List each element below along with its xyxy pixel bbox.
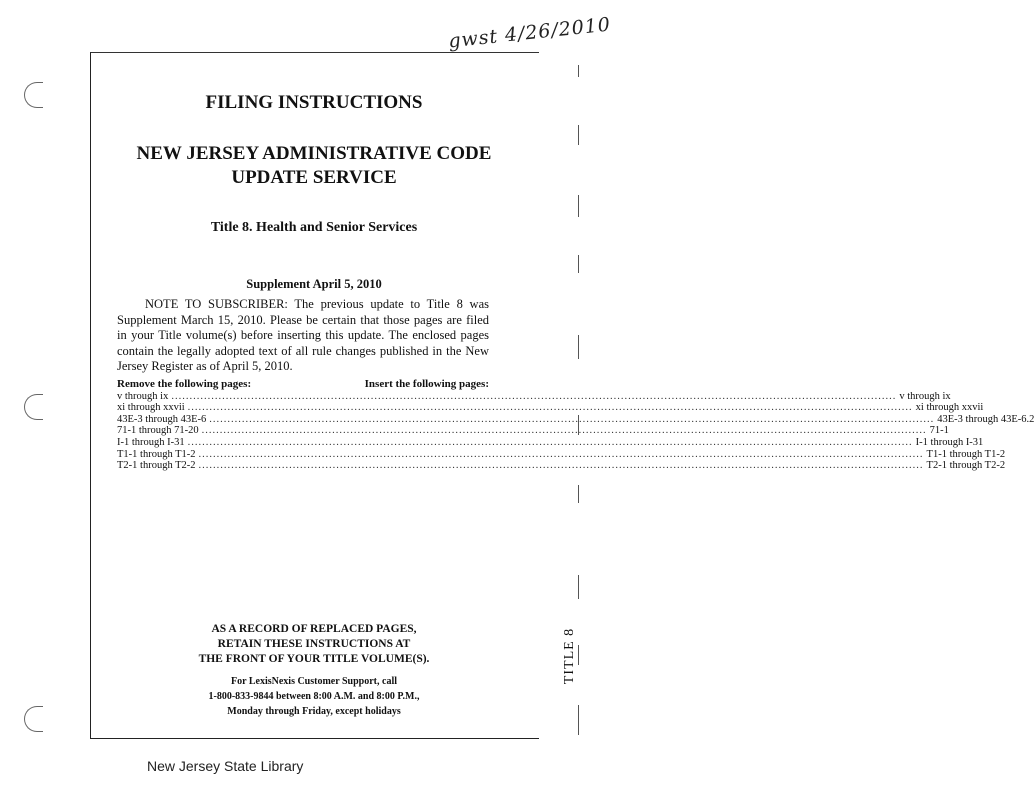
table-row [117,436,984,449]
dot-leader: ........................................................................................................................................................................................................ [171,390,897,402]
table-header [117,379,489,391]
insert-pages: v through ix [899,390,951,402]
code-title-line2: UPDATE SERVICE [231,167,397,188]
supplement-date: Supplement April 5, 2010 [246,277,382,291]
remove-pages: v through ix [117,390,169,402]
library-stamp: New Jersey State Library [147,758,304,774]
insert-pages: xi through xxvii [915,402,984,414]
remove-pages: I-1 through I-31 [117,436,185,448]
binder-hole-bottom [24,706,43,732]
table-rows [117,390,1034,472]
subtitle: Title 8. Health and Senior Services [210,220,418,235]
table-row [117,460,1006,472]
table-row [117,425,949,437]
record-line3: THE FRONT OF YOUR TITLE VOLUME(S). [198,653,430,665]
insert-pages: T1-1 through T1-2 [926,448,1006,460]
insert-pages: 71-1 [929,425,949,437]
table-row [117,413,1034,426]
subscriber-note: NOTE TO SUBSCRIBER: The previous update to Title 8 was Supplement March 15, 2010. Please be certain that those pages are filed in your Title volume(s) before inserting this update. The enclosed pages contain the legally adopted text of all rule changes published in the New Jersey Register as of April 5, 2010. [117,297,489,373]
insert-pages: 43E-3 through 43E-6.2 [937,413,1034,425]
dot-leader: ........................................................................................................................................................................................................ [209,413,935,425]
record-line2: RETAIN THESE INSTRUCTIONS AT [217,638,411,650]
code-title [90,142,538,190]
table-row [117,448,1006,461]
dot-leader: ........................................................................................................................................................................................................ [201,425,927,437]
remove-pages: T2-1 through T2-2 [117,460,196,472]
title-tab-label: TITLE 8 [562,627,577,685]
insert-pages: T2-1 through T2-2 [926,460,1006,472]
code-title-line1: NEW JERSEY ADMINISTRATIVE CODE [136,143,492,164]
remove-pages: T1-1 through T1-2 [117,448,196,460]
record-notice [90,622,538,667]
pages-table [117,378,1034,472]
binder-hole-top [24,82,43,108]
table-row [117,402,984,414]
table-row [117,390,951,403]
support-line3: Monday through Friday, except holidays [227,706,401,717]
remove-pages: 43E-3 through 43E-6 [117,413,207,425]
remove-pages: 71-1 through 71-20 [117,425,199,437]
dot-leader: ........................................................................................................................................................................................................ [187,402,913,414]
support-line1: For LexisNexis Customer Support, call [230,676,397,687]
dot-leader: ........................................................................................................................................................................................................ [198,460,924,472]
customer-support [90,674,538,719]
binder-hole-middle [24,394,43,420]
dot-leader: ........................................................................................................................................................................................................ [187,436,913,448]
dot-leader: ........................................................................................................................................................................................................ [198,448,924,460]
handwritten-note: gwst 4/26/2010 [447,13,612,53]
insert-header: Insert the following pages: [364,378,489,390]
remove-pages: xi through xxvii [117,402,185,414]
insert-pages: I-1 through I-31 [915,436,984,448]
page-title: FILING INSTRUCTIONS [205,92,423,113]
support-line2: 1-800-833-9844 between 8:00 A.M. and 8:00 P.M., [208,691,420,702]
record-line1: AS A RECORD OF REPLACED PAGES, [211,623,417,635]
remove-header: Remove the following pages: [117,378,252,390]
